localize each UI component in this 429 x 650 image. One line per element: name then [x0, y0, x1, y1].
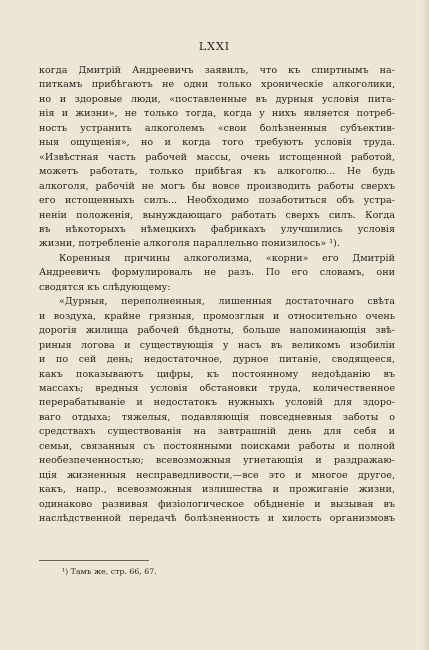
text-line: и воздуха, крайне грязныя, промозглыя и относительно очень: [39, 310, 395, 322]
body-text: [39, 64, 395, 527]
text-line: можетъ работать, только прибѣгая къ алкоголю... Не будь: [39, 166, 395, 178]
paragraph-1: [39, 64, 395, 252]
page-edge-shadow: [423, 0, 429, 650]
text-line: и по сей день; недостаточное, дурное питаніе, сводящееся,: [39, 354, 395, 366]
text-line: «Дурныя, переполненныя, лишенныя достаточнаго свѣта: [59, 296, 395, 308]
text-line: ность устранить алкоголемъ «свои болѣзненныя субъектив-: [39, 122, 395, 134]
text-line: но и здоровые люди, «поставленные въ дурныя условія пита-: [39, 93, 395, 105]
text-line: «Извѣстная часть рабочей массы, очень истощенной работой,: [39, 151, 395, 163]
text-line: какъ, напр., всевозможныя излишества и прожиганіе жизни,: [39, 484, 395, 496]
text-line: Андреевичъ формулировалъ не разъ. По его словамъ, они: [39, 267, 395, 279]
text-line: Коренныя причины алкоголизма, «корни» его Дмитрій: [59, 252, 395, 264]
text-line: сводятся къ слѣдующему:: [39, 281, 171, 293]
footnote-divider: [39, 560, 149, 561]
page-number: LXXI: [198, 40, 231, 53]
text-line: питкамъ прибѣгаютъ не одни только хроническіе алкоголики,: [39, 79, 395, 91]
text-line: когда Дмитрій Андреевичъ заявилъ, что къ спиртнымъ на-: [39, 65, 395, 76]
text-line: наслѣдственной передачѣ болѣзненность и хилость организмовъ: [39, 513, 395, 525]
text-line: массахъ; вредныя условія обстановки труда, количественное: [39, 382, 395, 394]
text-line: нія и жизни», не только тогда, когда у нихъ является потреб-: [39, 108, 395, 120]
footnote: ¹) Тамъ же, стр. 66, 67.: [62, 567, 157, 576]
text-line: перерабатываніе и недостатокъ нужныхъ условій для здоро-: [39, 397, 395, 409]
text-line: въ нѣкоторыхъ нѣмецкихъ фабрикахъ улучшились условія: [39, 223, 395, 235]
text-line: алкоголя, рабочій не могъ бы вовсе производить работы сверхъ: [39, 180, 395, 192]
text-line: неніи положенія, вынуждающаго работать сверхъ силъ. Когда: [39, 209, 395, 221]
text-line: ваго отдыха; тяжелыя, подавляющія повседневныя заботы о: [39, 411, 395, 423]
text-line: средствахъ существованія на завтрашній день для себя и: [39, 426, 395, 438]
text-line: одинаково развивая физіологическое обѣдненіе и вызывая въ: [39, 498, 395, 510]
text-line: необезпеченностью; всевозможныя угнетающія и раздражаю-: [39, 455, 395, 467]
paragraph-2: [39, 252, 395, 295]
text-line: ныя ощущенія», но и когда того требуютъ условія труда.: [39, 137, 395, 149]
text-line: жизни, потребленіе алкоголя параллельно понизилось» ¹).: [39, 238, 340, 250]
text-line: дорогія жилища рабочей бѣдноты, больше напоминающія звѣ-: [39, 325, 395, 337]
text-line: риныя логова и существующія у насъ въ великомъ изобиліи: [39, 339, 395, 351]
text-line: его истощенныхъ силъ... Необходимо позаботиться объ устра-: [39, 195, 395, 207]
text-line: щія жизненныя несправедливости,—все это и многое другое,: [39, 469, 395, 481]
text-line: семьи, связанныя съ постоянными поисками работы и полной: [39, 440, 395, 452]
text-line: какъ показываютъ цифры, къ постоянному недоѣданію въ: [39, 368, 395, 380]
paragraph-3: [39, 295, 395, 526]
